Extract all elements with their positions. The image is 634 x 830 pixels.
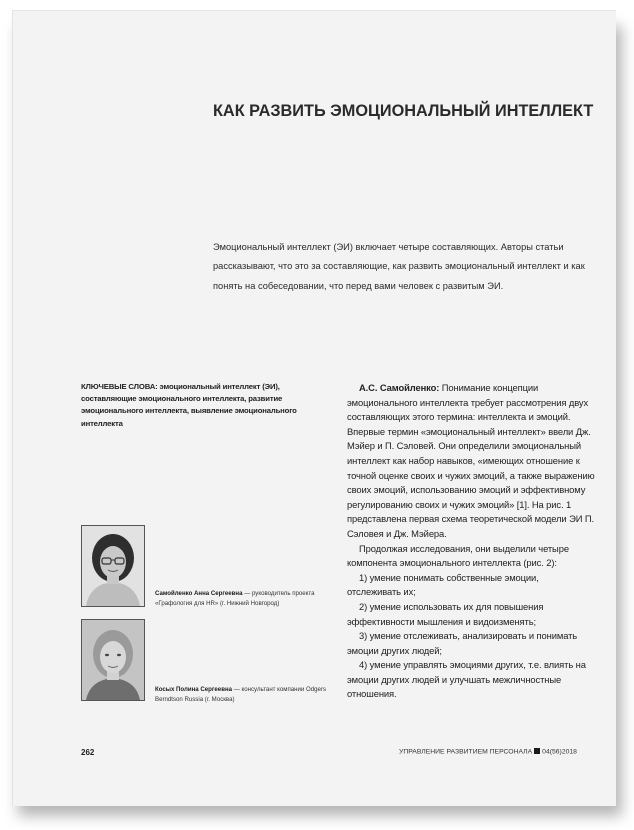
speaker-name: А.С. Самойленко:: [359, 382, 440, 393]
magazine-page: [12, 10, 616, 806]
author-caption-1: [155, 589, 335, 609]
keywords-text: эмоциональный интеллект (ЭИ), составляющие эмоционального интеллекта, развитие эмоционального интеллекта, выявление эмоционального интеллекта: [81, 382, 297, 428]
journal-issue: 04(56)2018: [542, 748, 577, 756]
keywords-block: [81, 381, 333, 430]
article-title: КАК РАЗВИТЬ ЭМОЦИОНАЛЬНЫЙ ИНТЕЛЛЕКТ: [213, 102, 594, 120]
portrait-image: [82, 526, 144, 606]
list-item: 4) умение управлять эмоциями других, т.е. влиять на эмоции других людей и улучшать межличностные отношения.: [347, 659, 586, 700]
article-lede: Эмоциональный интеллект (ЭИ) включает четыре составляющих. Авторы статьи рассказывают, что это за составляющие, как развить эмоциональный интеллект и как понять на собеседовании, что перед вами человек с развитым ЭИ.: [213, 242, 585, 291]
journal-name: УПРАВЛЕНИЕ РАЗВИТИЕМ ПЕРСОНАЛА: [399, 748, 533, 756]
author-caption-2: [155, 685, 335, 705]
list-item: 1) умение понимать собственные эмоции, отслеживать их;: [347, 571, 539, 598]
author-photo-samoylenko: [81, 525, 145, 607]
author-role-2: — консультант компании Odgers Berndtson Russia (г. Москва): [155, 686, 327, 703]
square-bullet-icon: [534, 748, 540, 754]
body-paragraph: [347, 381, 595, 542]
portrait-image: [82, 620, 144, 700]
body-paragraph-2: Продолжая исследования, они выделили четыре компонента эмоционального интеллекта (рис. 2):: [347, 542, 569, 569]
journal-footer: [399, 748, 599, 756]
author-role-1: — руководитель проекта «Графология для HR» (г. Нижний Новгород): [155, 590, 315, 607]
keywords-label: КЛЮЧЕВЫЕ СЛОВА:: [81, 382, 158, 391]
list-item: 3) умение отслеживать, анализировать и понимать эмоции других людей;: [347, 630, 578, 656]
page-number: 262: [81, 748, 95, 757]
author-photo-kosykh: [81, 619, 145, 701]
article-body: [347, 381, 595, 702]
author-name-1: Самойленко Анна Сергеевна: [155, 590, 243, 597]
body-paragraph-1: Понимание концепции эмоционального интеллекта требует рассмотрения двух составляющих этого термина: интеллекта и эмоций. Впервые термин «эмоциональный интеллект» ввели Дж. Мэйер и П. Сэловей. Они определили эмоциональный интеллект как набор навыков, «имеющих отношение к точной оценке своих и чужих эмоций, а также выражению своих эмоций, использованию эмоций и эффективному регулированию своих и чужих эмоций» [1]. На рис. 1 представлена первая схема теоретической модели ЭИ П. Сэловея и Дж. Мэйера.: [347, 382, 595, 539]
author-name-2: Косых Полина Сергеевна: [155, 686, 233, 693]
list-item: 2) умение использовать их для повышения эффективности мышления и видоизменять;: [347, 600, 544, 627]
